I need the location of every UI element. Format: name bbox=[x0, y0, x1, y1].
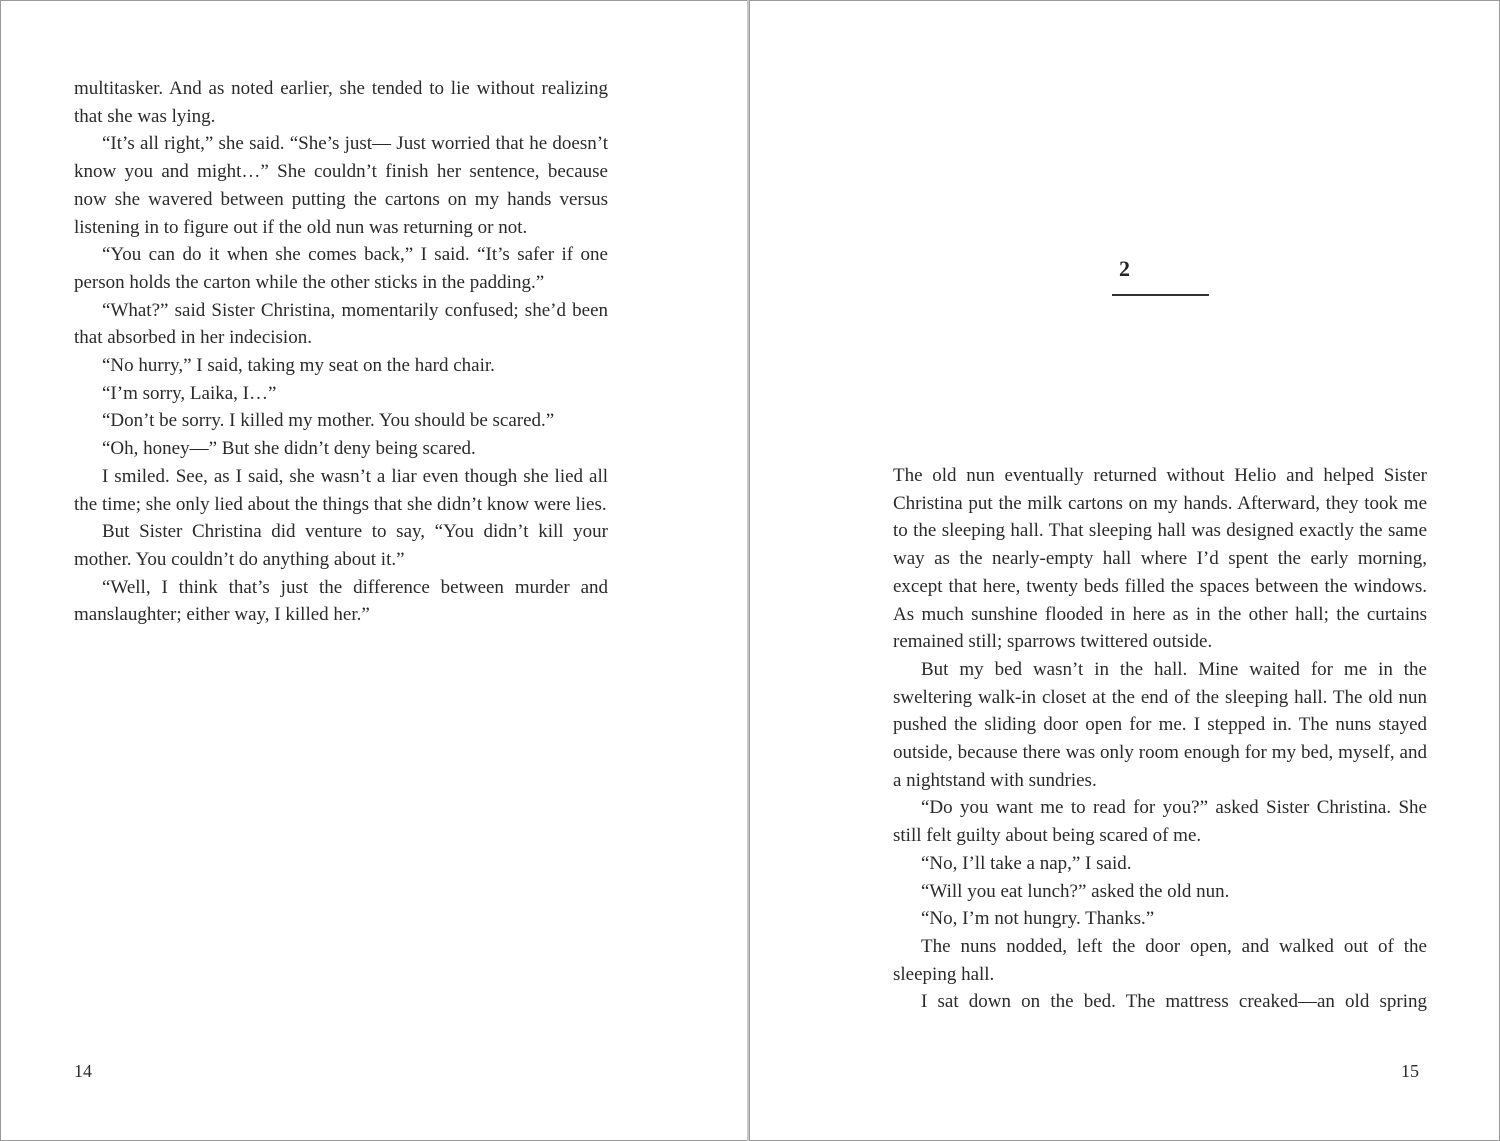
page-number: 14 bbox=[74, 1061, 92, 1081]
paragraph: “No, I’m not hungry. Thanks.” bbox=[921, 908, 1155, 930]
chapter-number: 2 bbox=[1119, 256, 1130, 281]
paragraph: The nuns nodded, left the door open, and walked out of the sleeping hall. bbox=[893, 935, 1427, 985]
paragraph: multitasker. And as noted earlier, she tended to lie without realizing that she was lying. bbox=[74, 78, 608, 127]
chapter-rule bbox=[1112, 294, 1209, 296]
right-page-text bbox=[893, 462, 1427, 1016]
paragraph: The old nun eventually returned without Helio and helped Sister Christina put the milk cartons on my hands. Afterward, they took me to the sleeping hall. That sleeping hall was designed exactly the same way as the nearly-empty hall where I’d spent the early morning, except that here, twenty beds filled the spaces between the windows. As much sunshine flooded in here as in the other hall; the curtains remained still; sparrows twittered outside. bbox=[893, 465, 1427, 653]
paragraph: “Oh, honey—” But she didn’t deny being scared. bbox=[102, 438, 476, 460]
paragraph: But Sister Christina did venture to say, “You didn’t kill your mother. You couldn’t do anything about it.” bbox=[74, 521, 608, 570]
paragraph: But my bed wasn’t in the hall. Mine waited for me in the sweltering walk-in closet at the end of the sleeping hall. The old nun pushed the sliding door open for me. I stepped in. The nuns stayed outside, because there was only room enough for my bed, myself, and a nightstand with sundries. bbox=[893, 658, 1427, 791]
right-page bbox=[749, 0, 1500, 1141]
paragraph: “I’m sorry, Laika, I…” bbox=[102, 382, 277, 404]
paragraph: “No hurry,” I said, taking my seat on the hard chair. bbox=[102, 355, 495, 377]
left-page bbox=[0, 0, 749, 1141]
paragraph: “Will you eat lunch?” asked the old nun. bbox=[921, 880, 1230, 902]
paragraph: “Do you want me to read for you?” asked Sister Christina. She still felt guilty about being scared of me. bbox=[893, 797, 1427, 847]
paragraph: “It’s all right,” she said. “She’s just— Just worried that he doesn’t know you and might…” She couldn’t finish her sentence, because now she wavered between putting the cartons on my hands versus listening in to figure out if the old nun was returning or not. bbox=[74, 133, 608, 238]
paragraph: I sat down on the bed. The mattress creaked—an old spring bbox=[921, 991, 1427, 1013]
paragraph: “What?” said Sister Christina, momentarily confused; she’d been that absorbed in her indecision. bbox=[74, 299, 608, 349]
paragraph: “Well, I think that’s just the difference between murder and manslaughter; either way, I killed her.” bbox=[74, 576, 608, 626]
paragraph: “You can do it when she comes back,” I said. “It’s safer if one person holds the carton while the other sticks in the padding.” bbox=[74, 244, 608, 293]
left-page-text bbox=[74, 75, 608, 629]
paragraph: “Don’t be sorry. I killed my mother. You should be scared.” bbox=[102, 410, 555, 432]
page-number: 15 bbox=[1401, 1061, 1419, 1081]
paragraph: “No, I’ll take a nap,” I said. bbox=[921, 852, 1132, 874]
paragraph: I smiled. See, as I said, she wasn’t a liar even though she lied all the time; she only lied about the things that she didn’t know were lies. bbox=[74, 465, 608, 515]
